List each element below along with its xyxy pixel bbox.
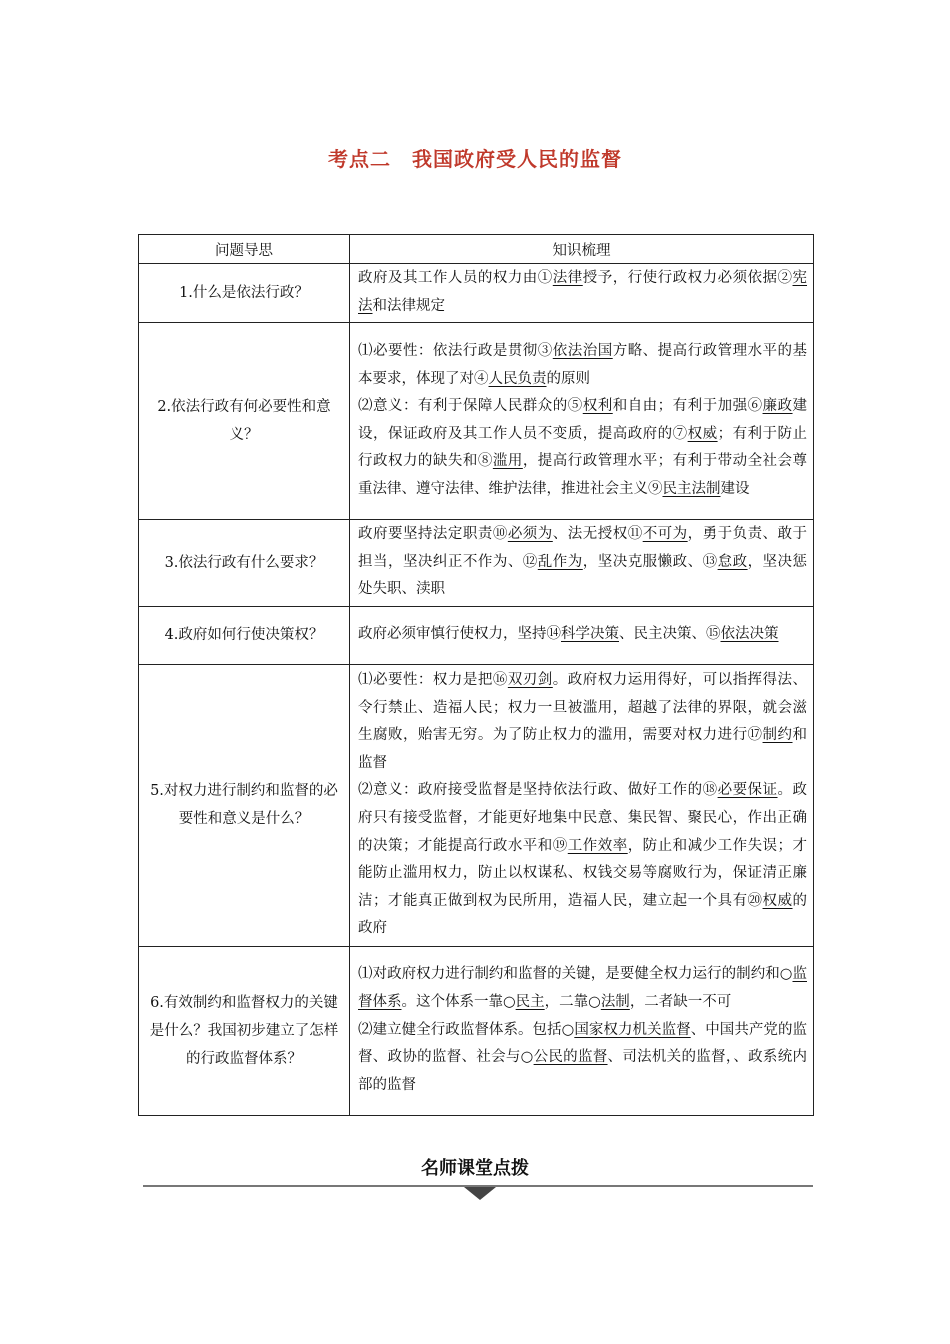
answer-blank: 廉政 xyxy=(762,398,793,415)
answer-cell xyxy=(350,664,814,946)
answer-text: 政府及其工作人员的权力由① xyxy=(358,270,553,286)
answer-text: ⑴对政府权力进行制约和监督的关键，是要健全权力运行的制约和○ xyxy=(358,966,793,983)
answer-text: ，勇于负责、敢于担当，坚决纠正不作为、⑫ xyxy=(358,526,808,570)
answer-blank: 必须为 xyxy=(507,526,553,543)
answer-blank: 监督体系 xyxy=(358,966,807,1011)
table-header-row xyxy=(139,235,814,264)
answer-paragraph xyxy=(358,521,807,604)
answer-paragraph xyxy=(358,265,807,320)
answer-text: ，防止和减少工作失误；才能防止滥用权力，防止以权谋私、权钱交易等腐败行为，保证清正廉洁；才能真正做到权为民所用，造福人民，建立起一个具有⑳ xyxy=(358,837,808,909)
header-question: 问题导思 xyxy=(139,235,350,264)
answer-text: 的政府 xyxy=(358,892,808,937)
answer-paragraph xyxy=(358,961,807,1016)
answer-text: 政府要坚持法定职责⑩ xyxy=(358,526,508,543)
answer-blank: 乱作为 xyxy=(537,553,583,570)
answer-blank: 权威 xyxy=(762,892,793,909)
table-row xyxy=(139,520,814,607)
answer-text: 、法无授权⑪ xyxy=(552,526,643,543)
answer-blank: 滥用 xyxy=(492,453,523,470)
answer-text: 建设，保证政府及其工作人员不变质，提高政府的⑦ xyxy=(358,398,808,442)
answer-paragraph xyxy=(358,393,807,503)
answer-text: ⑵建立健全行政监督体系。包括○ xyxy=(358,1021,575,1038)
answer-blank: 双刃剑 xyxy=(507,672,553,688)
answer-text: 。政府只有接受监督，才能更好地集中民意、集民智、聚民心，作出正确的决策；才能提高行政水平和⑲ xyxy=(358,782,808,854)
answer-blank: 制约 xyxy=(762,727,793,744)
answer-text: 政府必须审慎行使权力，坚持⑭ xyxy=(358,626,561,643)
answer-text: 。政府权力运用得好，可以指挥得法、令行禁止、造福人民；权力一旦被滥用，超越了法律的界限，就会滋生腐败，贻害无穷。为了防止权力的滥用，需要对权力进行⑰ xyxy=(358,672,808,744)
answer-text: ；有利于防止行政权力的缺失和⑧ xyxy=(358,425,808,470)
answer-text: 建设 xyxy=(720,480,750,497)
section-heading: 名师课堂点拨 xyxy=(421,1158,529,1179)
question-cell: 4.政府如何行使决策权？ xyxy=(139,606,350,664)
answer-cell xyxy=(350,264,814,323)
answer-text: ，二靠○ xyxy=(544,994,601,1011)
answer-cell xyxy=(350,946,814,1115)
answer-blank: 公民的监督 xyxy=(533,1049,608,1066)
answer-paragraph xyxy=(358,1017,807,1100)
question-cell: 2.依法行政有何必要性和意义？ xyxy=(139,323,350,520)
answer-paragraph xyxy=(358,777,807,943)
triangle-down-icon xyxy=(464,1187,496,1200)
answer-text: ⑵意义：政府接受监督是坚持依法行政、做好工作的⑱ xyxy=(358,782,718,799)
answer-paragraph xyxy=(358,667,807,777)
answer-text: ⑵意义：有利于保障人民群众的⑤ xyxy=(358,398,583,415)
table-row xyxy=(139,664,814,946)
answer-blank: 国家权力机关监督 xyxy=(574,1021,691,1038)
answer-blank: 必要保证 xyxy=(717,782,778,799)
answer-text: 方略、提高行政管理水平的基本要求，体现了对④ xyxy=(358,342,808,387)
answer-text: ，二者缺一不可 xyxy=(629,994,732,1011)
answer-text: ⑴必要性：权力是把⑯ xyxy=(358,672,508,688)
answer-text: ，提高行政管理水平；有利于带动全社会尊重法律、遵守法律、维护法律，推进社会主义⑨ xyxy=(358,453,808,497)
answer-blank: 依法决策 xyxy=(720,626,779,643)
answer-cell xyxy=(350,520,814,607)
question-cell: 5.对权力进行制约和监督的必要性和意义是什么？ xyxy=(139,664,350,946)
answer-blank: 依法治国 xyxy=(552,342,613,359)
table-row xyxy=(139,606,814,664)
answer-cell xyxy=(350,606,814,664)
answer-blank: 工作效率 xyxy=(567,837,628,854)
answer-blank: 宪法 xyxy=(358,270,808,314)
answer-blank: 人民负责 xyxy=(488,370,547,387)
answer-blank: 怠政 xyxy=(717,553,748,570)
answer-blank: 民主法制 xyxy=(662,480,721,497)
table-row xyxy=(139,946,814,1115)
answer-text: 。这个体系一靠○ xyxy=(401,994,516,1011)
answer-text: 、中国共产党的监督、政协的监督、社会与○ xyxy=(358,1021,808,1066)
answer-blank: 法制 xyxy=(600,994,630,1011)
answer-text: ，坚决惩处失职、渎职 xyxy=(358,553,808,598)
answer-text: 和监督 xyxy=(358,727,808,771)
answer-text: 授予，行使行政权力必须依据② xyxy=(582,270,793,286)
answer-text: 的原则 xyxy=(546,370,590,387)
answer-text: ⑴必要性：依法行政是贯彻③ xyxy=(358,342,553,359)
answer-blank: 法律 xyxy=(552,270,583,286)
page-title: 考点二 我国政府受人民的监督 xyxy=(328,147,622,171)
answer-blank: 权威 xyxy=(687,425,718,442)
answer-blank: 科学决策 xyxy=(561,626,619,643)
answer-blank: 权利 xyxy=(582,398,613,415)
answer-blank: 民主 xyxy=(515,994,545,1011)
header-knowledge: 知识梳理 xyxy=(350,235,814,264)
answer-text: 和自由；有利于加强⑥ xyxy=(612,398,763,415)
table-row xyxy=(139,323,814,520)
answer-text: 、司法机关的监督，、政系统内部的监督 xyxy=(358,1049,808,1093)
answer-text: ，坚决克服懒政、⑬ xyxy=(582,553,718,570)
answer-cell xyxy=(350,323,814,520)
answer-text: 、民主决策、⑮ xyxy=(619,626,721,643)
question-cell: 6.有效制约和监督权力的关键是什么？我国初步建立了怎样的行政监督体系？ xyxy=(139,946,350,1115)
table-row xyxy=(139,264,814,323)
answer-blank: 不可为 xyxy=(642,526,688,543)
answer-paragraph xyxy=(358,621,807,649)
answer-text: 和法律规定 xyxy=(372,297,445,314)
question-cell: 3.依法行政有什么要求？ xyxy=(139,520,350,607)
knowledge-table xyxy=(138,234,814,1116)
answer-paragraph xyxy=(358,338,807,393)
question-cell: 1.什么是依法行政？ xyxy=(139,264,350,323)
